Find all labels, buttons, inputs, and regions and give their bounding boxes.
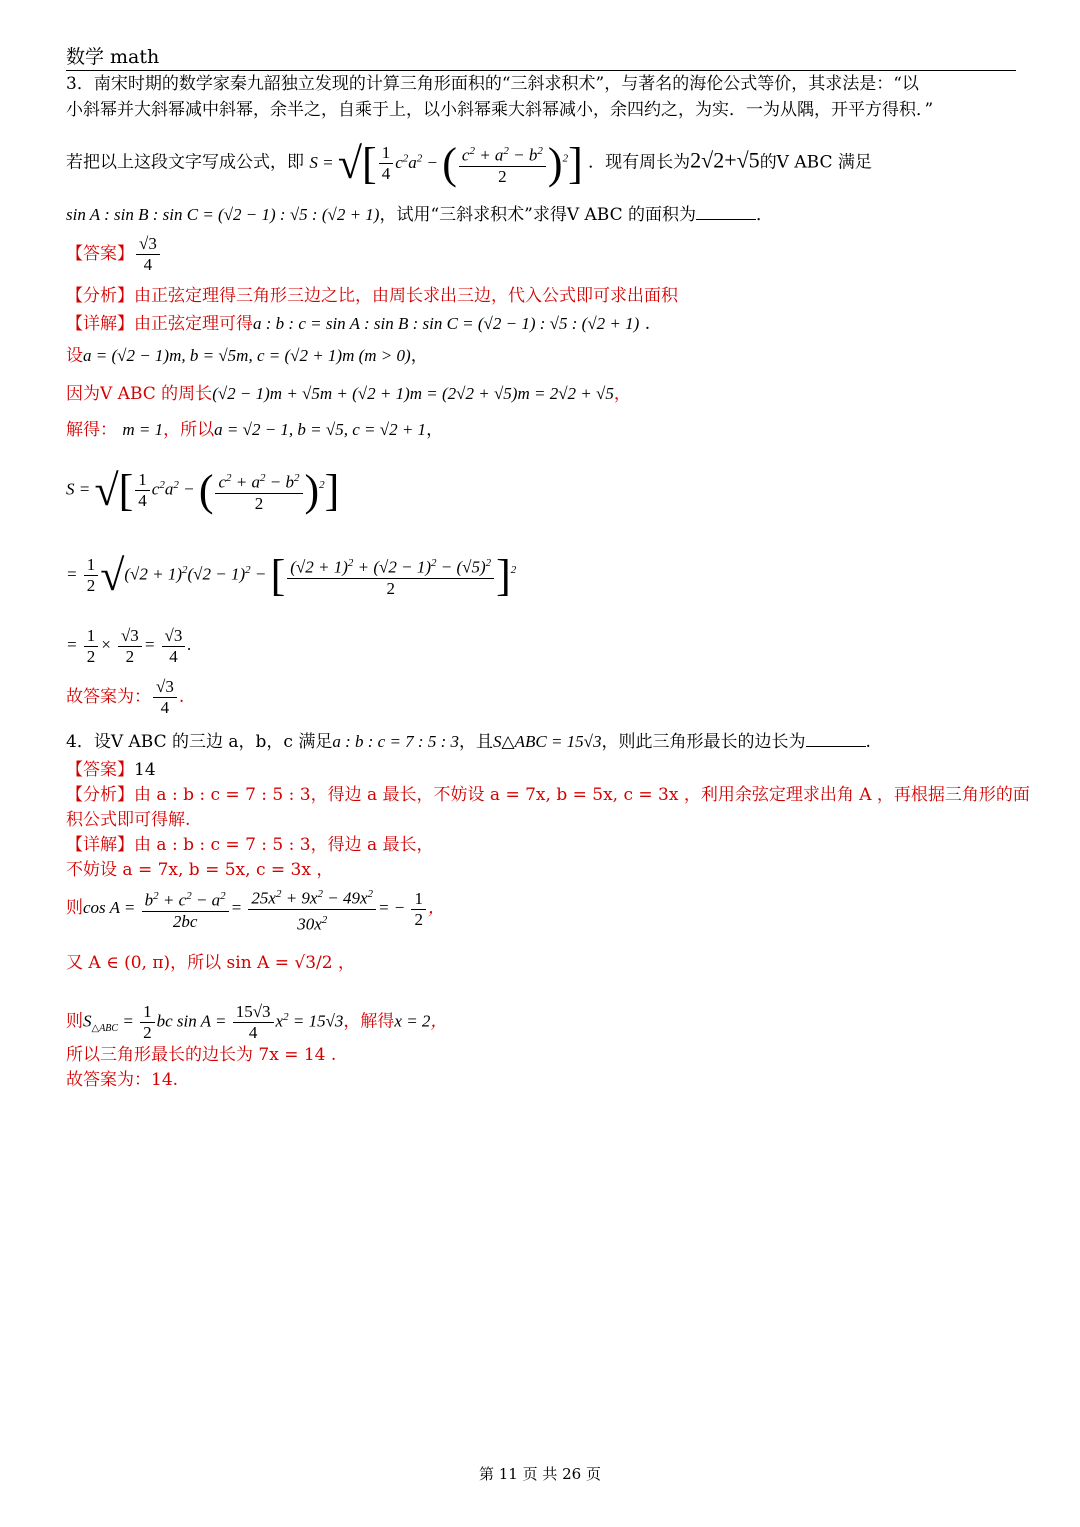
final-den: 4 [160, 698, 170, 717]
q4-area-solve: x = 2 [394, 1011, 431, 1031]
final-label: 故答案为： [66, 687, 151, 707]
q4-sin: 又 A ∈ (0, π)，所以 sin A = √3/2 ， [66, 953, 355, 973]
q4-prefix: 4．设V ABC 的三边 a，b，c 满足 [66, 732, 333, 752]
q3-perimeter: 2√2+√5 [690, 147, 760, 173]
q3-answer [66, 232, 162, 276]
q3-formula: S = √[ $\frac{1}{4}$ $c^2a^2$ − ( $\frac{c^2 + a^2 - b^2}{2}$ )$^2$] [309, 138, 583, 188]
q4-detail-text: 由 a : b : c = 7 : 5 : 3，得边 a 最长， [134, 835, 434, 855]
q3-line3-end: 的V ABC 满足 [759, 152, 872, 173]
q4-area-label: 则 [66, 1011, 83, 1031]
q3-analysis [66, 284, 678, 308]
q4-detail-label: 【详解】 [66, 835, 134, 855]
q4-answer-value: 14 [134, 760, 156, 780]
detail-formula: a : b : c = sin A : sin B : sin C = (√2 − 1) : √5 : (√2 + 1) [253, 314, 640, 333]
q4-analysis-2: 积公式即可得解. [66, 810, 191, 830]
answer-den: 4 [143, 255, 153, 274]
answer-blank [696, 203, 756, 220]
q3-line3-prefix: 若把以上这段文字写成公式，即 [66, 152, 304, 173]
q4-ratio: a : b : c = 7 : 5 : 3 [332, 732, 460, 751]
q4-answer-blank [806, 730, 866, 747]
q3-s-result: = $\frac{1}{2}$ × $\frac{√3}{2}$ = $\frac{√3}{4}$ . [66, 625, 192, 666]
q3-condition: sin A : sin B : sin C = (√2 − 1) : √5 : (√2 + 1) [66, 205, 380, 224]
q4-longest: 所以三角形最长的边长为 7x = 14 . [66, 1045, 337, 1065]
q4-cos: 则cos A = $\frac{b^2 + c^2 - a^2}{2bc}$ = $\frac{25x^2 + 9x^2 - 49x^2}{30x^2}$ = − $\frac{1}{2}$ ， [66, 884, 445, 934]
header-rule [66, 70, 1016, 71]
q3-s-formula: S = √[ $\frac{1}{4}$ $c^2a^2$ − ( $\frac{c^2 + a^2 - b^2}{2}$ )$^2$] [66, 465, 340, 515]
q4-analysis-text: 由 a : b : c = 7 : 5 : 3，得边 a 最长，不妨设 a = 7x, b = 5x, c = 3x ，利用余弦定理求出角 A ，再根据三角形的面 [134, 785, 1030, 805]
q4-analysis-label: 【分析】 [66, 785, 134, 805]
set-formula: a = (√2 − 1)m, b = √5m, c = (√2 + 1)m (m > 0) [83, 346, 411, 365]
set-label: 设 [66, 346, 83, 366]
q3-line1: 3．南宋时期的数学家秦九韶独立发现的计算三角形面积的“三斜求积术”，与著名的海伦公式等价，其求法是：“以 [66, 74, 919, 94]
q4-final: 故答案为：14. [66, 1070, 179, 1090]
q3-detail: 【详解】由正弦定理可得a : b : c = sin A : sin B : sin C = (√2 − 1) : √5 : (√2 + 1) . [66, 314, 651, 334]
q3-line3-suffix: ．现有周长为 [588, 152, 691, 173]
answer-num: √3 [136, 234, 160, 255]
q4-analysis-1 [66, 783, 1030, 807]
q3-final: 故答案为： $\frac{√3}{4}$ . [66, 677, 185, 717]
solve-formula2: a = √2 − 1, b = √5, c = √2 + 1 [214, 420, 427, 439]
q3-line2: 小斜幂并大斜幂减中斜幂，余半之，自乘于上，以小斜幂乘大斜幂减小，余四约之，为实．一为从隅，开平方得积．” [66, 100, 934, 120]
q4-suffix: ，则此三角形最长的边长为 [601, 732, 806, 752]
solve-mid: ，所以 [163, 420, 215, 440]
q3-because: 因为V ABC 的周长(√2 − 1)m + √5m + (√2 + 1)m = (2√2 + √5)m = 2√2 + √5， [66, 384, 631, 404]
final-num: √3 [153, 677, 177, 698]
q3-line3 [66, 132, 872, 189]
q3-s-substituted: = $\frac{1}{2}$ $√(√2 + 1)^2(√2 - 1)^2$ − [ $\frac{(√2 + 1)^2 + (√2 - 1)^2 - (√5)^2}{2}$ ]$^2$ [66, 550, 517, 600]
analysis-text: 由正弦定理得三角形三边之比，由周长求出三边，代入公式即可求出面积 [134, 286, 678, 306]
q3-solve: 解得： m = 1，所以a = √2 − 1, b = √5, c = √2 + 1， [66, 420, 444, 440]
because-label: 因为V ABC 的周长 [66, 384, 213, 404]
answer-label: 【答案】 [66, 244, 134, 264]
detail-label: 【详解】 [66, 314, 134, 334]
q4-answer-label: 【答案】 [66, 760, 134, 780]
q4-detail-2: 不妨设 a = 7x, b = 5x, c = 3x ， [66, 860, 334, 880]
q4-detail-1 [66, 833, 434, 857]
page-footer: 第 11 页 共 26 页 [478, 1465, 601, 1483]
q4-mid: ，且 [459, 732, 494, 752]
q3-set: 设a = (√2 − 1)m, b = √5m, c = (√2 + 1)m (m > 0)， [66, 346, 428, 366]
solve-label: 解得： [66, 420, 117, 440]
q4-cos-label: 则 [66, 898, 83, 918]
analysis-label: 【分析】 [66, 286, 134, 306]
q4-area: S△ABC = 15√3 [493, 732, 602, 751]
q4-area-eq: 则$S_{\triangle ABC}$ = $\frac{1}{2}$ bc sin A = $\frac{15√3}{4}$ $x^2 = 15√3$，解得x = 2， [66, 1002, 448, 1043]
because-formula: (√2 − 1)m + √5m + (√2 + 1)m = (2√2 + √5)m = 2√2 + √5 [212, 384, 614, 403]
q4-line1: 4．设V ABC 的三边 a，b，c 满足a : b : c = 7 : 5 : 3，且S△ABC = 15√3，则此三角形最长的边长为 . [66, 732, 871, 752]
solve-formula: m = 1 [122, 420, 164, 439]
q3-line4-suffix: ，试用“三斜求积术”求得V ABC 的面积为 [379, 205, 697, 225]
q3-line4: sin A : sin B : sin C = (√2 − 1) : √5 : (√2 + 1)，试用“三斜求积术”求得V ABC 的面积为 ． [66, 205, 774, 225]
page-header: 数学 math [66, 46, 160, 68]
detail-text: 由正弦定理可得 [134, 314, 253, 334]
q4-answer [66, 758, 156, 782]
q4-area-mid: ，解得 [343, 1011, 395, 1031]
